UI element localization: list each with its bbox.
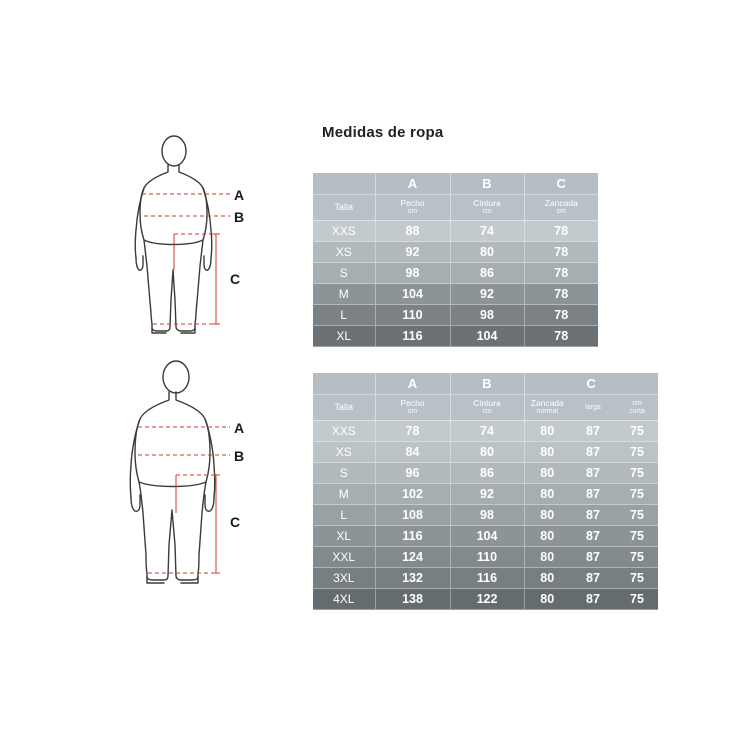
men-chest-xs: 84 xyxy=(375,442,450,463)
men-chest-4xl: 138 xyxy=(375,589,450,610)
women-chest-xl: 116 xyxy=(375,326,450,347)
men-name-header-row xyxy=(313,395,658,421)
men-letter-header-row xyxy=(313,373,658,395)
men-waist-s: 86 xyxy=(450,463,524,484)
men-size-table xyxy=(313,373,658,610)
table-row xyxy=(313,547,658,568)
men-inseam-long-xl: 87 xyxy=(570,526,616,547)
men-waist-xxl: 110 xyxy=(450,547,524,568)
women-waist-l: 98 xyxy=(450,305,524,326)
men-hdr-zancada-larga: larga xyxy=(570,395,616,421)
men-inseam-short-m: 75 xyxy=(616,484,658,505)
men-inseam-normal-s: 80 xyxy=(524,463,570,484)
women-size-l: L xyxy=(313,305,375,326)
women-waist-xs: 80 xyxy=(450,242,524,263)
men-chest-m: 102 xyxy=(375,484,450,505)
men-inseam-normal-m: 80 xyxy=(524,484,570,505)
women-letter-header-row xyxy=(313,173,598,195)
men-size-xl: XL xyxy=(313,526,375,547)
men-size-s: S xyxy=(313,463,375,484)
men-inseam-long-s: 87 xyxy=(570,463,616,484)
men-chest-xl: 116 xyxy=(375,526,450,547)
man-figure xyxy=(120,355,290,595)
women-chest-m: 104 xyxy=(375,284,450,305)
women-hdr-cintura: Cintura cm xyxy=(450,195,524,221)
men-hdr-zancada-normal: Zancada normal xyxy=(524,395,570,421)
men-inseam-short-xxl: 75 xyxy=(616,547,658,568)
men-size-4xl: 4XL xyxy=(313,589,375,610)
women-size-xxs: XXS xyxy=(313,221,375,242)
women-chest-l: 110 xyxy=(375,305,450,326)
men-hdr-talla: Talla xyxy=(313,395,375,421)
table-row xyxy=(313,568,658,589)
women-hdr-blank xyxy=(313,173,375,195)
women-inseam-s: 78 xyxy=(524,263,598,284)
men-inseam-long-xs: 87 xyxy=(570,442,616,463)
table-row xyxy=(313,589,658,610)
women-hdr-b: B xyxy=(450,173,524,195)
man-letter-c: C xyxy=(230,514,241,530)
table-row xyxy=(313,505,658,526)
men-inseam-long-xxl: 87 xyxy=(570,547,616,568)
men-inseam-short-l: 75 xyxy=(616,505,658,526)
table-row xyxy=(313,442,658,463)
woman-letter-b: B xyxy=(234,209,245,225)
table-row xyxy=(313,242,598,263)
men-inseam-normal-4xl: 80 xyxy=(524,589,570,610)
men-chest-xxl: 124 xyxy=(375,547,450,568)
women-inseam-xl: 78 xyxy=(524,326,598,347)
women-size-m: M xyxy=(313,284,375,305)
men-inseam-normal-l: 80 xyxy=(524,505,570,526)
table-row xyxy=(313,221,598,242)
women-size-s: S xyxy=(313,263,375,284)
women-inseam-m: 78 xyxy=(524,284,598,305)
man-letter-a: A xyxy=(234,420,245,436)
women-size-table xyxy=(313,173,598,347)
women-waist-xxs: 74 xyxy=(450,221,524,242)
table-row xyxy=(313,526,658,547)
men-inseam-short-s: 75 xyxy=(616,463,658,484)
men-inseam-long-l: 87 xyxy=(570,505,616,526)
men-inseam-normal-xs: 80 xyxy=(524,442,570,463)
men-inseam-long-xxs: 87 xyxy=(570,421,616,442)
men-size-l: L xyxy=(313,505,375,526)
woman-letter-a: A xyxy=(234,187,245,203)
men-inseam-long-m: 87 xyxy=(570,484,616,505)
men-waist-4xl: 122 xyxy=(450,589,524,610)
men-size-xs: XS xyxy=(313,442,375,463)
woman-letter-c: C xyxy=(230,271,241,287)
men-inseam-short-xl: 75 xyxy=(616,526,658,547)
men-inseam-short-4xl: 75 xyxy=(616,589,658,610)
men-hdr-blank xyxy=(313,373,375,395)
table-row xyxy=(313,463,658,484)
men-waist-l: 98 xyxy=(450,505,524,526)
women-hdr-a: A xyxy=(375,173,450,195)
women-hdr-c: C xyxy=(524,173,598,195)
table-row xyxy=(313,421,658,442)
table-row xyxy=(313,326,598,347)
men-chest-l: 108 xyxy=(375,505,450,526)
men-hdr-b: B xyxy=(450,373,524,395)
women-waist-s: 86 xyxy=(450,263,524,284)
men-size-m: M xyxy=(313,484,375,505)
men-waist-xs: 80 xyxy=(450,442,524,463)
women-chest-xs: 92 xyxy=(375,242,450,263)
women-chest-s: 98 xyxy=(375,263,450,284)
men-chest-3xl: 132 xyxy=(375,568,450,589)
men-inseam-normal-xxl: 80 xyxy=(524,547,570,568)
men-size-xxs: XXS xyxy=(313,421,375,442)
women-hdr-zancada: Zancada cm xyxy=(524,195,598,221)
women-name-header-row xyxy=(313,195,598,221)
men-size-xxl: XXL xyxy=(313,547,375,568)
women-inseam-xs: 78 xyxy=(524,242,598,263)
table-row xyxy=(313,284,598,305)
women-waist-xl: 104 xyxy=(450,326,524,347)
men-inseam-normal-xxs: 80 xyxy=(524,421,570,442)
men-inseam-short-3xl: 75 xyxy=(616,568,658,589)
women-hdr-pecho: Pecho cm xyxy=(375,195,450,221)
table-row xyxy=(313,263,598,284)
women-chest-xxs: 88 xyxy=(375,221,450,242)
men-waist-3xl: 116 xyxy=(450,568,524,589)
table-row xyxy=(313,484,658,505)
men-inseam-short-xs: 75 xyxy=(616,442,658,463)
men-size-3xl: 3XL xyxy=(313,568,375,589)
men-inseam-long-3xl: 87 xyxy=(570,568,616,589)
table-row xyxy=(313,305,598,326)
men-hdr-cintura: Cintura cm xyxy=(450,395,524,421)
men-hdr-zancada-corta: cm corta xyxy=(616,395,658,421)
women-size-xs: XS xyxy=(313,242,375,263)
woman-figure xyxy=(120,130,290,350)
women-waist-m: 92 xyxy=(450,284,524,305)
men-waist-xl: 104 xyxy=(450,526,524,547)
women-inseam-xxs: 78 xyxy=(524,221,598,242)
men-inseam-short-xxs: 75 xyxy=(616,421,658,442)
women-hdr-talla: Talla xyxy=(313,195,375,221)
men-waist-xxs: 74 xyxy=(450,421,524,442)
men-hdr-a: A xyxy=(375,373,450,395)
men-chest-s: 96 xyxy=(375,463,450,484)
women-inseam-l: 78 xyxy=(524,305,598,326)
men-chest-xxs: 78 xyxy=(375,421,450,442)
page-title: Medidas de ropa xyxy=(322,124,444,141)
men-waist-m: 92 xyxy=(450,484,524,505)
men-hdr-pecho: Pecho cm xyxy=(375,395,450,421)
men-inseam-normal-xl: 80 xyxy=(524,526,570,547)
men-inseam-normal-3xl: 80 xyxy=(524,568,570,589)
men-hdr-c: C xyxy=(524,373,658,395)
men-inseam-long-4xl: 87 xyxy=(570,589,616,610)
man-letter-b: B xyxy=(234,448,245,464)
women-size-xl: XL xyxy=(313,326,375,347)
